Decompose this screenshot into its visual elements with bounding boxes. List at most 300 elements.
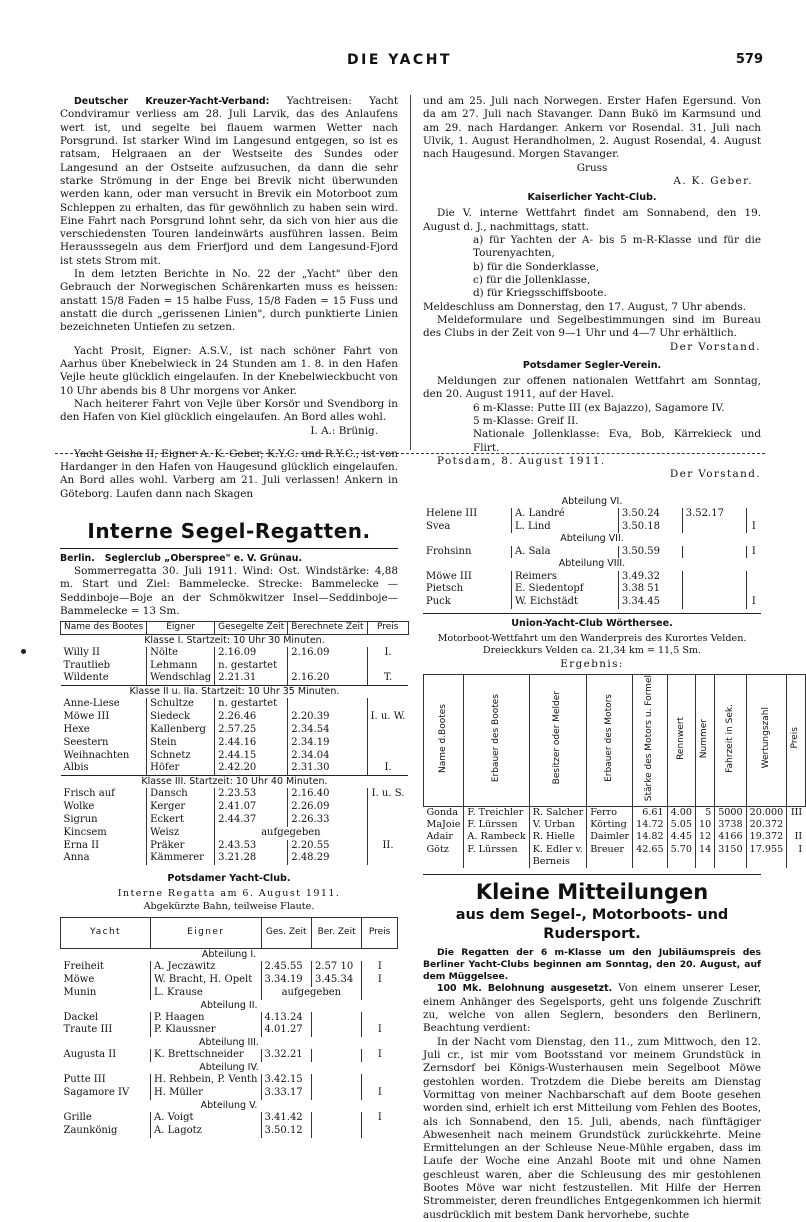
kyc-form: Meldeformulare und Segelbestimmungen sind im Bureau des Clubs in der Zeit von 9—1 Uhr und 4—7 Uhr erhältlich. xyxy=(423,313,761,340)
table-cell: A. Lagotz xyxy=(151,1125,261,1138)
group-row xyxy=(61,948,398,961)
table-cell: A. Landré xyxy=(512,508,619,521)
table-cell: Seestern xyxy=(63,736,109,748)
table-cell: Wildente xyxy=(63,672,109,684)
table-cell: 2.26.09 xyxy=(288,801,367,814)
table-cell: Augusta II xyxy=(63,1049,117,1061)
table-cell: 20.000 xyxy=(746,806,787,819)
left-column xyxy=(60,95,406,1138)
uyc-header-label: Erbauer des Bootes xyxy=(490,694,501,783)
table-cell: K. Edler v. Berneis xyxy=(529,844,587,869)
table-cell: Adair xyxy=(426,831,453,843)
table-cell: R. Hielle xyxy=(529,831,587,843)
table-cell xyxy=(367,698,408,711)
table-cell: A. Sala xyxy=(512,546,619,559)
table-cell: Erna II xyxy=(63,839,100,851)
belohnung-paragraph xyxy=(423,982,761,1035)
table-row xyxy=(423,583,761,596)
table-cell: Grille xyxy=(63,1112,92,1124)
right-column xyxy=(423,95,803,1222)
table-cell: Albis xyxy=(63,762,89,774)
table-cell: 3.38 51 xyxy=(618,583,682,596)
table-cell: 2.44.37 xyxy=(215,814,288,827)
table-cell: I xyxy=(746,546,761,559)
table-cell: I xyxy=(362,1049,398,1062)
table-row xyxy=(424,831,806,843)
table-row xyxy=(61,660,409,673)
t1-header-name: Name des Bootes xyxy=(61,622,147,635)
table-cell: Reimers xyxy=(512,571,619,584)
table-cell xyxy=(682,546,746,559)
table-cell: H. Müller xyxy=(151,1087,261,1100)
group-label: Abteilung I. xyxy=(201,948,257,960)
uyc-header-label: Erbauer des Motors xyxy=(603,694,614,783)
table-row xyxy=(423,596,761,609)
table-cell: n. gestartet xyxy=(215,660,288,673)
group-label: Abteilung V. xyxy=(200,1099,258,1111)
table-cell xyxy=(367,737,408,750)
table-cell: F. Lürssen xyxy=(464,819,529,831)
table-cell: Willy II xyxy=(63,646,100,658)
table-cell xyxy=(312,1125,362,1138)
table-cell: 2.57 10 xyxy=(312,961,362,974)
table-cell: 17.955 xyxy=(746,844,787,869)
table-cell xyxy=(312,1049,362,1062)
t2-header-ber: Ber. Zeit xyxy=(312,917,362,948)
uyc-header xyxy=(529,675,587,807)
table-row xyxy=(61,974,398,987)
uyc-header xyxy=(787,675,806,807)
table-cell: H. Rehbein, P. Venth xyxy=(151,1074,261,1087)
table-cell: 19.372 xyxy=(746,831,787,843)
psv-head: Potsdamer Segler-Verein. xyxy=(522,359,662,371)
table-row xyxy=(424,844,806,869)
table-cell: E. Siedentopf xyxy=(512,583,619,596)
table-cell: 5.70 xyxy=(667,844,695,869)
table-row xyxy=(61,762,409,775)
table-cell: I. u. W. xyxy=(367,711,408,724)
table-cell: 2.42.20 xyxy=(215,762,288,775)
table-cell: 4.45 xyxy=(667,831,695,843)
table-cell: n. gestartet xyxy=(215,698,288,711)
t1-header-sailed: Gesegelte Zeit xyxy=(215,622,288,635)
table-cell: 2.26.33 xyxy=(288,814,367,827)
table-row xyxy=(424,819,806,831)
table-cell: L. Krause xyxy=(151,987,261,1000)
table-cell xyxy=(362,1125,398,1138)
table-cell: 3.41.42 xyxy=(261,1112,312,1125)
table-cell: II xyxy=(787,831,806,843)
t2-header-yacht: Yacht xyxy=(61,917,151,948)
group-label: Abteilung II. xyxy=(200,999,258,1011)
table-cell: 14 xyxy=(695,844,714,869)
table-row xyxy=(61,698,409,711)
table-cell: I xyxy=(746,596,761,609)
table-cell: I xyxy=(362,1024,398,1037)
group-row xyxy=(61,1000,398,1012)
table-cell: III xyxy=(787,806,806,819)
uyc-header-label: Besitzer oder Melder xyxy=(552,691,563,785)
table-cell: Schnetz xyxy=(147,750,215,763)
table-row xyxy=(423,508,761,521)
table-cell: Putte III xyxy=(63,1074,106,1086)
table-cell xyxy=(312,1087,362,1100)
group-label: Abteilung III. xyxy=(199,1037,259,1049)
pyc-line-1: Interne Regatta am 6. August 1911. xyxy=(117,888,341,900)
geisha-paragraph: Yacht Geisha II, Eigner A. K. Geber, K.Y.C. und R.Y.C., ist von Hardanger in den Hafen von Haugesund glücklich eingelaufen. An Bord alles wohl. Varberg am 21. Juli verlassen! Ankern in Göteborg. Laufen dann nach Skagen xyxy=(60,447,398,500)
table-cell xyxy=(312,1074,362,1087)
uyc-header-label: Nummer xyxy=(699,718,710,758)
table-cell: F. Treichler xyxy=(464,806,529,819)
table-cell: Hexe xyxy=(63,724,90,736)
table-cell: 2.41.07 xyxy=(215,801,288,814)
table-cell: Eckert xyxy=(147,814,215,827)
uyc-header xyxy=(424,675,464,807)
table-cell: I xyxy=(362,1087,398,1100)
table-cell: Puck xyxy=(426,596,451,608)
berlin-label: Berlin. xyxy=(60,552,95,564)
pyc-results-table xyxy=(60,917,398,1138)
table-cell: 5.05 xyxy=(667,819,695,831)
table-cell: 2.16.09 xyxy=(215,647,288,660)
table-cell: Zaunkönig xyxy=(63,1124,118,1136)
table-cell xyxy=(746,583,761,596)
berlin-text: Sommerregatta 30. Juli 1911. Wind: Ost. Windstärke: 4,88 m. Start und Ziel: Bammelecke. Strecke: Bammelecke —Seddinboje—Boje an der Schmökwitzer Insel—Seddinboje— Bammelecke = 13 Sm. xyxy=(60,564,398,617)
kleine-lead: Die Regatten der 6 m-Klasse um den Jubiläumspreis des Berliner Yacht-Clubs beginnen am Sonntag, den 20. August, auf dem Müggelsee. xyxy=(423,947,761,982)
table-row xyxy=(61,961,398,974)
class-row xyxy=(61,686,409,699)
table-cell: 4.13.24 xyxy=(261,1012,312,1025)
table-cell: 3.50.18 xyxy=(618,521,682,534)
uyc-header xyxy=(464,675,529,807)
table-cell: I xyxy=(362,961,398,974)
table-cell: Weihnachten xyxy=(63,749,130,761)
uyc-header-label: Name d.Bootes xyxy=(437,703,448,773)
table-cell: K. Brettschneider xyxy=(151,1049,261,1062)
table-cell: Trautlieb xyxy=(63,659,111,671)
belohnung-text: Von einem unserer Leser, einem Anhänger des Segelsports, geht uns folgende Zuschrift zu, welche von allen Seglern, besonders den Berlinern, Beachtung verdient: xyxy=(423,982,762,1035)
table-cell: 3.50.24 xyxy=(618,508,682,521)
table-cell: I xyxy=(787,844,806,869)
table-cell: P. Klaussner xyxy=(151,1024,261,1037)
table-row xyxy=(61,1024,398,1037)
group-row xyxy=(61,1062,398,1074)
uyc-line-2: Dreieckkurs Velden ca. 21,34 km = 11,5 Sm. xyxy=(482,645,702,657)
table-cell xyxy=(367,801,408,814)
table-cell xyxy=(367,827,408,840)
group-label: Abteilung VII. xyxy=(560,533,624,545)
table-cell: Nölte xyxy=(147,647,215,660)
table-cell: Höfer xyxy=(147,762,215,775)
table-cell: II. xyxy=(367,840,408,853)
table-row xyxy=(61,801,409,814)
psv-intro: Meldungen zur offenen nationalen Wettfahrt am Sonntag, den 20. August 1911, auf der Havel. xyxy=(423,375,761,401)
table-row xyxy=(61,1049,398,1062)
table-cell: 10 xyxy=(695,819,714,831)
page-speck xyxy=(21,649,26,654)
t2-header-ges: Ges. Zeit xyxy=(261,917,312,948)
table-cell: Daimler xyxy=(587,831,633,843)
table-row xyxy=(61,1087,398,1100)
uyc-header xyxy=(587,675,633,807)
table-cell: W. Eichstädt xyxy=(512,596,619,609)
table-cell: Traute III xyxy=(63,1024,113,1036)
table-row xyxy=(424,806,806,819)
table-cell: 3.52.17 xyxy=(682,508,746,521)
table-cell: W. Bracht, H. Opelt xyxy=(151,974,261,987)
group-row xyxy=(61,1100,398,1112)
uyc-header-label: Preis xyxy=(790,727,801,749)
psv-sign: Der Vorstand. xyxy=(669,468,761,481)
table-cell: 3.33.17 xyxy=(261,1087,312,1100)
kyc-item-d: d) für Kriegsschiffsboote. xyxy=(473,287,607,300)
table-cell: Dansch xyxy=(147,788,215,801)
table-cell: I. u. S. xyxy=(367,788,408,801)
table-cell: 3.49.32 xyxy=(618,571,682,584)
table-row xyxy=(61,827,409,840)
kleine-title: Kleine Mitteilungen xyxy=(475,880,709,905)
table-cell xyxy=(682,571,746,584)
kyc-item-a: a) für Yachten der A- bis 5 m-R-Klasse und für die Tourenyachten, xyxy=(473,234,761,260)
uyc-head: Union-Yacht-Club Wörthersee. xyxy=(511,617,673,629)
table-cell: MaJoie xyxy=(426,819,461,831)
gruss-name: A. K. Geber. xyxy=(673,174,753,187)
table-cell: L. Lind xyxy=(512,521,619,534)
table-cell: 42.65 xyxy=(633,844,667,869)
uyc-header-label: Stärke des Motors u. Formel xyxy=(644,675,655,802)
table-cell: V. Urban xyxy=(529,819,587,831)
table-cell: Svea xyxy=(426,520,451,532)
prosit-paragraph-2: Nach heiterer Fahrt von Vejle über Korsör und Svendborg in den Hafen von Kiel glücklich eingelaufen. An Bord alles wohl. xyxy=(60,397,398,424)
psv-line-3: Nationale Jollenklasse: Eva, Bob, Kärrekieck und Flirt. xyxy=(473,428,761,454)
t2-header-prize: Preis xyxy=(362,917,398,948)
table-cell: Lehmann xyxy=(147,660,215,673)
kyc-sign: Der Vorstand. xyxy=(669,340,761,353)
table-cell: Frohsinn xyxy=(426,545,472,557)
group-row xyxy=(61,1037,398,1049)
t1-header-owner: Eigner xyxy=(147,622,215,635)
table-cell: 5 xyxy=(695,806,714,819)
oberspree-results-table xyxy=(60,621,409,865)
table-cell: 2.34.04 xyxy=(288,750,367,763)
table-cell: I. xyxy=(367,647,408,660)
belohnung-story: In der Nacht vom Dienstag, den 11., zum Mittwoch, den 12. Juli cr., ist mir vom Bootsstand vor meinem Grundstück in Zernsdorf bei Königs-Wusterhausen mein Segelboot Möwe gestohlen worden. Trotzdem die Diebe bereits am Dienstag Vormittag von meiner Nachbarschaft auf dem Boote gesehen worden sind, erhielt ich erst Mitteilung vom Fehlen des Bootes, als ich Sonnabend, den 15. Juli, abends, nach fünftägiger Abwesenheit nach meinem Grundstück zurückkehrte. Meine Ermittelungen an der Schleuse Neue-Mühle ergaben, dass im Laufe der Woche eine Anzahl Boote mit und ohne Namen geschleust waren, aber die Schleusung des mir gestohlenen Bootes Möve war nicht festzustellen. Mit Hilfe der Herren Strommeister, deren freundliches Entgegenkommen ich hiermit ausdrücklich mit bestem Dank hervorhebe, suchte xyxy=(423,1035,761,1221)
table-cell xyxy=(367,660,408,673)
table-cell: 14.72 xyxy=(633,819,667,831)
table-cell: Weisz xyxy=(147,827,215,840)
table-cell: Helene III xyxy=(426,507,478,519)
kyc-list xyxy=(423,234,761,301)
table-cell: Wolke xyxy=(63,801,95,813)
t1-header-calc: Berechnete Zeit xyxy=(288,622,367,635)
table-cell: aufgegeben xyxy=(215,827,367,840)
table-cell: 3.45.34 xyxy=(312,974,362,987)
table-cell: Pietsch xyxy=(426,583,464,595)
table-cell: I xyxy=(362,1112,398,1125)
class-label: Klasse II u. IIa. Startzeit: 10 Uhr 35 Minuten. xyxy=(61,686,409,699)
table-cell: 6.61 xyxy=(633,806,667,819)
gruss: Gruss xyxy=(576,161,608,174)
table-cell: 3150 xyxy=(715,844,746,869)
table-cell: 2.23.53 xyxy=(215,788,288,801)
table-cell: P. Haagen xyxy=(151,1012,261,1025)
class-row xyxy=(61,776,409,789)
group-row xyxy=(423,533,761,545)
table-cell: 2.57.25 xyxy=(215,724,288,737)
berlin-club: Seglerclub „Oberspree" e. V. Grünau. xyxy=(104,552,303,564)
table-row xyxy=(61,788,409,801)
table-cell: 2.31.30 xyxy=(288,762,367,775)
table-cell: Ferro xyxy=(587,806,633,819)
table-cell xyxy=(746,571,761,584)
table-cell: 2.44.15 xyxy=(215,750,288,763)
table-cell: 3.34.45 xyxy=(618,596,682,609)
table-row xyxy=(61,1112,398,1125)
table-cell xyxy=(362,1012,398,1025)
table-row xyxy=(61,840,409,853)
table-cell: Gonda xyxy=(426,806,458,818)
table-cell: 3738 xyxy=(715,819,746,831)
table-cell: 2.20.55 xyxy=(288,840,367,853)
table-cell xyxy=(367,724,408,737)
table-cell xyxy=(787,819,806,831)
table-row xyxy=(61,647,409,660)
table-cell: T. xyxy=(367,672,408,685)
table-cell: 3.21.28 xyxy=(215,852,288,865)
table-cell: A. Jeczawitz xyxy=(151,961,261,974)
class-label: Klasse I. Startzeit: 10 Uhr 30 Minuten. xyxy=(144,634,325,646)
kreuzer-head: Deutscher Kreuzer-Yacht-Verband: xyxy=(74,96,270,107)
table-cell: A. Voigt xyxy=(151,1112,261,1125)
psv-place: Potsdam, 8. August 1911. xyxy=(437,455,606,468)
interne-regatten-title: Interne Segel-Regatten. xyxy=(87,519,371,544)
table-cell: I. xyxy=(367,762,408,775)
page-number: 579 xyxy=(735,52,763,67)
table-cell: 2.44.16 xyxy=(215,737,288,750)
table-cell: 2.45.55 xyxy=(261,961,312,974)
table-cell: Möwe III xyxy=(63,711,110,723)
table-cell: Stein xyxy=(147,737,215,750)
uyc-header-label: Fahrzeit in Sek. xyxy=(724,703,735,773)
uyc-header-label: Rennwert xyxy=(675,716,686,760)
prosit-sign: I. A.: Brünig. xyxy=(310,424,378,437)
kleine-subtitle: aus dem Segel-, Motorboots- und Rudersport. xyxy=(455,906,729,942)
table-cell xyxy=(367,814,408,827)
table-cell: Götz xyxy=(426,843,449,855)
table-cell: Kämmerer xyxy=(147,852,215,865)
table-cell: Präker xyxy=(147,840,215,853)
belohnung-head: 100 Mk. Belohnung ausgesetzt. xyxy=(437,983,613,995)
table-row xyxy=(61,814,409,827)
table-cell: 2.16.09 xyxy=(288,647,367,660)
table-cell: I xyxy=(746,521,761,534)
table-row xyxy=(61,1125,398,1138)
table-cell xyxy=(288,698,367,711)
table-row xyxy=(61,750,409,763)
uyc-header xyxy=(695,675,714,807)
berlin-line xyxy=(60,552,398,565)
table-cell: R. Salcher xyxy=(529,806,587,819)
pyc-results-table-continued xyxy=(423,496,761,609)
table-cell: 3.50.59 xyxy=(618,546,682,559)
group-row xyxy=(423,496,761,508)
kyc-item-c: c) für die Jollenklasse, xyxy=(473,274,591,287)
group-label: Abteilung IV. xyxy=(199,1062,259,1074)
uyc-results-table xyxy=(423,674,806,868)
t2-header-owner: Eigner xyxy=(151,917,261,948)
table-cell: 14.82 xyxy=(633,831,667,843)
table-cell xyxy=(682,583,746,596)
group-row xyxy=(423,558,761,570)
psv-line-1: 6 m-Klasse: Putte III (ex Bajazzo), Sagamore IV. xyxy=(473,401,725,414)
table-cell: Dackel xyxy=(63,1011,99,1023)
table-cell xyxy=(288,660,367,673)
column-divider xyxy=(410,95,411,450)
table-cell: F. Lürssen xyxy=(464,844,529,869)
table-cell: 4.00 xyxy=(667,806,695,819)
uyc-header-label: Wertungszahl xyxy=(760,707,771,769)
table-cell xyxy=(362,987,398,1000)
table-cell xyxy=(312,1024,362,1037)
table-cell: Siedeck xyxy=(147,711,215,724)
table-cell: 2.26.46 xyxy=(215,711,288,724)
table-cell: Möwe xyxy=(63,973,95,985)
table-cell: 2.21.31 xyxy=(215,672,288,685)
uyc-header xyxy=(715,675,746,807)
table-cell: 3.50.12 xyxy=(261,1125,312,1138)
table-cell: Schultze xyxy=(147,698,215,711)
table-cell xyxy=(367,750,408,763)
table-cell xyxy=(312,1012,362,1025)
prosit-paragraph-1: Yacht Prosit, Eigner: A.S.V., ist nach schöner Fahrt von Aarhus über Knebelwieck in 24 Stunden am 1. 8. in den Hafen Vejle heute glücklich eingelaufen. In der Knebelwieckbucht von 10 Uhr abends bis 8 Uhr morgens vor Anker. xyxy=(60,344,398,397)
kreuzer-paragraph xyxy=(60,95,398,268)
table-cell: Kallenberg xyxy=(147,724,215,737)
uyc-header xyxy=(633,675,667,807)
table-cell xyxy=(682,521,746,534)
table-cell: Munin xyxy=(63,986,97,998)
table-row xyxy=(423,546,761,559)
table-row xyxy=(61,672,409,685)
table-row xyxy=(61,987,398,1000)
table-row xyxy=(61,711,409,724)
table-row xyxy=(61,852,409,865)
kyc-intro: Die V. interne Wettfahrt findet am Sonnabend, den 19. August d. J., nachmittags, statt. xyxy=(423,207,761,233)
table-cell: 3.42.15 xyxy=(261,1074,312,1087)
table-cell: Körting xyxy=(587,819,633,831)
table-row xyxy=(61,1012,398,1025)
table-cell: 2.34.19 xyxy=(288,737,367,750)
uyc-header xyxy=(746,675,787,807)
running-header-title: DIE YACHT xyxy=(347,52,452,68)
table-cell: Anna xyxy=(63,852,90,864)
table-cell: 2.16.40 xyxy=(288,788,367,801)
geisha-continuation: und am 25. Juli nach Norwegen. Erster Hafen Egersund. Von da am 27. Juli nach Stavanger. Dann Bukö im Karmsund und am 29. nach Hardanger. Ankern vor Rosendal. 31. Juli nach Ulvik, 1. August Herandholmen, 2. August Rosendal, 4. August nach Haugesund. Morgen Stavanger. xyxy=(423,95,761,161)
table-cell: aufgegeben xyxy=(261,987,362,1000)
class-row xyxy=(61,634,409,647)
table-cell: 2.20.39 xyxy=(288,711,367,724)
table-row xyxy=(61,737,409,750)
table-row xyxy=(423,521,761,534)
table-cell: 2.16.20 xyxy=(288,672,367,685)
table-cell: Kerger xyxy=(147,801,215,814)
table-cell: Möwe III xyxy=(426,570,472,582)
table-cell: 5000 xyxy=(715,806,746,819)
kyc-meld: Meldeschluss am Donnerstag, den 17. August, 7 Uhr abends. xyxy=(423,300,747,313)
table-cell: Wendschlag xyxy=(147,672,215,685)
group-label: Abteilung VIII. xyxy=(558,558,626,570)
table-cell: 2.43.53 xyxy=(215,840,288,853)
table-cell: A. Rambeck xyxy=(464,831,529,843)
